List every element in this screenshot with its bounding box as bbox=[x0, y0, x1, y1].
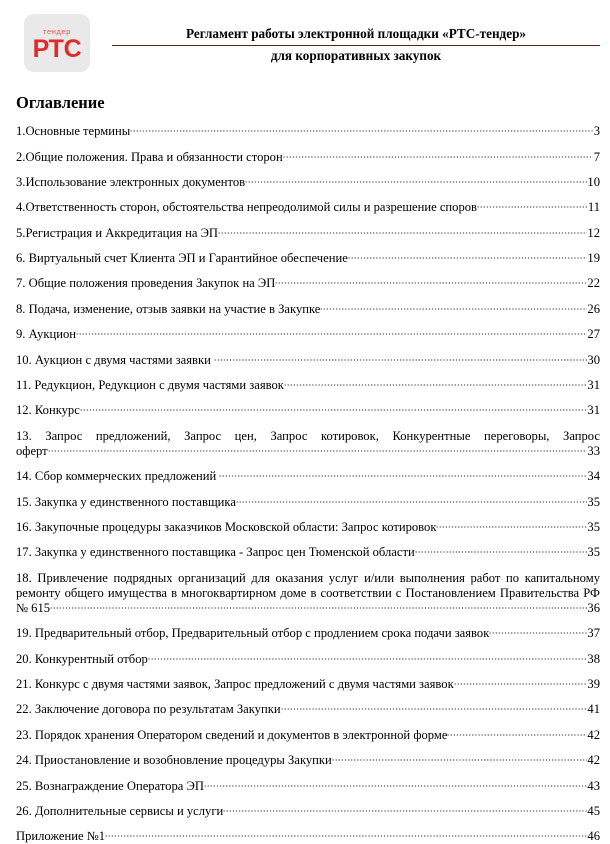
toc-entry-label: 23. Порядок хранения Оператором сведений и документов в электронной форме bbox=[16, 727, 448, 742]
toc-page-number: 45 bbox=[587, 803, 600, 818]
toc-dot-leader bbox=[320, 303, 587, 315]
toc-entry-tail bbox=[16, 175, 600, 190]
toc-entry-label: 2.Общие положения. Права и обязанности сторон bbox=[16, 149, 283, 164]
toc-page-number: 3 bbox=[593, 124, 600, 139]
toc-entry-wrapped-line: 13. Запрос предложений, Запрос цен, Запрос котировок, Конкурентные переговоры, Запрос bbox=[16, 428, 600, 443]
logo-sub-text: тендер bbox=[43, 27, 71, 37]
toc-dot-leader bbox=[218, 227, 587, 239]
toc-entry[interactable] bbox=[16, 652, 600, 667]
toc-entry-tail bbox=[16, 302, 600, 317]
toc-entry-tail bbox=[16, 545, 600, 560]
toc-entry-label: 7. Общие положения проведения Закупок на ЭП bbox=[16, 276, 276, 291]
toc-entry-tail bbox=[16, 200, 600, 215]
toc-entry-label: 14. Сбор коммерческих предложений bbox=[16, 469, 220, 484]
toc-entry-label: 8. Подача, изменение, отзыв заявки на участие в Закупке bbox=[16, 301, 321, 316]
toc-dot-leader bbox=[477, 201, 587, 213]
toc-dot-leader bbox=[275, 277, 587, 289]
toc-entry[interactable] bbox=[16, 753, 600, 768]
toc-entry[interactable] bbox=[16, 175, 600, 190]
toc-page-number: 39 bbox=[587, 676, 600, 691]
toc-entry-list bbox=[16, 124, 600, 844]
toc-dot-leader bbox=[415, 546, 587, 558]
toc-page-number: 19 bbox=[587, 251, 600, 266]
toc-page-number: 31 bbox=[587, 378, 600, 393]
toc-entry[interactable] bbox=[16, 728, 600, 743]
toc-entry-tail bbox=[16, 495, 600, 510]
toc-dot-leader bbox=[223, 805, 587, 817]
toc-entry-label: 16. Закупочные процедуры заказчиков Московской области: Запрос котировок bbox=[16, 520, 437, 534]
toc-dot-leader bbox=[148, 653, 587, 665]
toc-entry-label: Приложение №1 bbox=[16, 829, 106, 844]
toc-entry-label: 25. Вознаграждение Оператора ЭП bbox=[16, 778, 204, 793]
toc-entry[interactable] bbox=[16, 327, 600, 342]
toc-entry-label: 10. Аукцион с двумя частями заявки bbox=[16, 352, 214, 367]
toc-page-number: 22 bbox=[587, 276, 600, 291]
toc-entry[interactable] bbox=[16, 150, 600, 165]
toc-entry-tail bbox=[16, 626, 600, 641]
toc-dot-leader bbox=[489, 627, 587, 639]
toc-dot-leader bbox=[348, 252, 587, 264]
toc-dot-leader bbox=[283, 151, 593, 163]
toc-entry-tail bbox=[16, 226, 600, 241]
toc-page-number: 27 bbox=[587, 327, 600, 342]
toc-dot-leader bbox=[50, 602, 587, 614]
toc-entry-tail bbox=[16, 829, 600, 844]
toc-entry[interactable] bbox=[16, 251, 600, 266]
toc-entry-label: 5.Регистрация и Аккредитация на ЭП bbox=[16, 225, 218, 240]
toc-page-number: 42 bbox=[587, 727, 600, 742]
toc-dot-leader bbox=[454, 678, 587, 690]
toc-dot-leader bbox=[219, 470, 587, 482]
toc-entry-tail bbox=[16, 520, 600, 535]
toc-entry[interactable] bbox=[16, 804, 600, 819]
document-title-block bbox=[112, 26, 600, 64]
toc-entry[interactable] bbox=[16, 302, 600, 317]
toc-entry-label: 24. Приостановление и возобновление процедуры Закупки bbox=[16, 753, 332, 768]
toc-dot-leader bbox=[130, 125, 593, 137]
toc-page-number: 35 bbox=[587, 520, 600, 534]
toc-entry[interactable] bbox=[16, 353, 600, 368]
title-divider-rule bbox=[112, 45, 600, 46]
toc-page-number: 43 bbox=[587, 778, 600, 793]
toc-entry-tail bbox=[16, 276, 600, 291]
toc-dot-leader bbox=[447, 729, 586, 741]
toc-entry[interactable] bbox=[16, 779, 600, 794]
toc-entry[interactable] bbox=[16, 276, 600, 291]
toc-entry[interactable] bbox=[16, 545, 600, 560]
toc-entry-tail bbox=[16, 677, 600, 692]
toc-entry-label: 19. Предварительный отбор, Предварительный отбор с продлением срока подачи заявок bbox=[16, 626, 490, 641]
toc-entry-label: 1.Основные термины bbox=[16, 124, 131, 139]
toc-entry-label: 12. Конкурс bbox=[16, 403, 80, 418]
toc-page-number: 37 bbox=[587, 626, 600, 641]
toc-dot-leader bbox=[281, 703, 587, 715]
toc-entry-label: № 615 bbox=[16, 600, 51, 615]
toc-entry-tail bbox=[16, 753, 600, 768]
toc-page-number: 12 bbox=[587, 225, 600, 240]
toc-dot-leader bbox=[48, 445, 587, 457]
toc-entry-tail bbox=[16, 779, 600, 794]
toc-entry[interactable] bbox=[16, 829, 600, 844]
toc-page-number: 7 bbox=[593, 149, 600, 164]
toc-entry-label: 21. Конкурс с двумя частями заявок, Запрос предложений с двумя частями заявок bbox=[16, 676, 454, 691]
toc-entry[interactable] bbox=[16, 469, 600, 484]
toc-entry-label: 26. Дополнительные сервисы и услуги bbox=[16, 803, 224, 818]
toc-entry-tail bbox=[16, 444, 600, 459]
toc-page-number: 35 bbox=[587, 494, 600, 509]
toc-entry-tail bbox=[16, 702, 600, 717]
toc-entry-label: 20. Конкурентный отбор bbox=[16, 651, 148, 666]
table-of-contents bbox=[0, 94, 610, 844]
toc-entry-tail bbox=[16, 403, 600, 418]
toc-entry[interactable] bbox=[16, 124, 600, 139]
toc-entry-wrapped-line: 18. Привлечение подрядных организаций для оказания услуг и/или выполнения работ по капитальному bbox=[16, 570, 600, 585]
toc-page-number: 33 bbox=[587, 443, 600, 458]
toc-entry-label: 17. Закупка у единственного поставщика - Запрос цен Тюменской области bbox=[16, 545, 415, 560]
toc-entry[interactable] bbox=[16, 429, 600, 459]
toc-entry-label: 6. Виртуальный счет Клиента ЭП и Гарантийное обеспечение bbox=[16, 251, 348, 266]
toc-dot-leader bbox=[204, 780, 587, 792]
toc-entry-tail bbox=[16, 378, 600, 393]
toc-entry[interactable] bbox=[16, 200, 600, 215]
toc-page-number: 11 bbox=[587, 200, 600, 215]
toc-page-number: 26 bbox=[587, 301, 600, 316]
toc-entry-tail bbox=[16, 652, 600, 667]
toc-page-number: 46 bbox=[587, 829, 600, 844]
toc-entry[interactable] bbox=[16, 571, 600, 616]
toc-entry[interactable] bbox=[16, 403, 600, 418]
toc-entry-label: 3.Использование электронных документов bbox=[16, 174, 246, 189]
document-title-line-1: Регламент работы электронной площадки «РТС-тендер» bbox=[185, 26, 527, 41]
toc-page-number: 31 bbox=[587, 403, 600, 418]
toc-page-number: 42 bbox=[587, 753, 600, 768]
toc-page-number: 30 bbox=[587, 352, 600, 367]
toc-page-number: 10 bbox=[587, 174, 600, 189]
toc-entry-label: 4.Ответственность сторон, обстоятельства непреодолимой силы и разрешение споров bbox=[16, 200, 477, 215]
toc-dot-leader bbox=[105, 830, 587, 842]
toc-entry-label: оферт bbox=[16, 443, 48, 458]
toc-entry-label: 22. Заключение договора по результатам Закупки bbox=[16, 702, 281, 717]
toc-entry-label: 15. Закупка у единственного поставщика bbox=[16, 494, 236, 509]
toc-entry-tail bbox=[16, 469, 600, 484]
toc-entry[interactable] bbox=[16, 378, 600, 393]
toc-page-number: 36 bbox=[587, 600, 600, 615]
toc-entry-tail bbox=[16, 251, 600, 266]
toc-entry[interactable] bbox=[16, 495, 600, 510]
toc-dot-leader bbox=[76, 328, 587, 340]
toc-entry-tail bbox=[16, 150, 600, 165]
toc-dot-leader bbox=[245, 176, 587, 188]
logo-main-text: РТС bbox=[32, 34, 82, 63]
toc-dot-leader bbox=[332, 754, 587, 766]
document-header bbox=[0, 0, 610, 86]
toc-page-number: 38 bbox=[587, 651, 600, 666]
toc-entry-wrapped-line: ремонту общего имущества в многоквартирном доме в соответствии с Постановлением Правительства РФ bbox=[16, 585, 600, 600]
toc-page-number: 35 bbox=[587, 545, 600, 560]
toc-entry-tail bbox=[16, 124, 600, 139]
toc-entry-tail bbox=[16, 804, 600, 819]
toc-dot-leader bbox=[80, 404, 587, 416]
toc-entry[interactable] bbox=[16, 520, 600, 535]
toc-entry-tail bbox=[16, 728, 600, 743]
toc-entry-label: 11. Редукцион, Редукцион с двумя частями заявок bbox=[16, 378, 284, 393]
toc-entry[interactable] bbox=[16, 226, 600, 241]
toc-entry[interactable] bbox=[16, 677, 600, 692]
toc-entry-tail bbox=[16, 601, 600, 616]
toc-entry-label: 9. Аукцион bbox=[16, 327, 76, 342]
toc-dot-leader bbox=[214, 354, 587, 366]
toc-dot-leader bbox=[236, 496, 587, 508]
rts-tender-logo bbox=[24, 14, 90, 72]
contents-heading: Оглавление bbox=[16, 93, 105, 112]
toc-entry-tail bbox=[16, 327, 600, 342]
toc-entry[interactable] bbox=[16, 626, 600, 641]
document-title-line-2: для корпоративных закупок bbox=[270, 48, 442, 63]
toc-dot-leader bbox=[284, 379, 587, 391]
toc-page-number: 34 bbox=[587, 469, 600, 484]
toc-entry[interactable] bbox=[16, 702, 600, 717]
toc-dot-leader bbox=[436, 521, 586, 533]
toc-page-number: 41 bbox=[587, 702, 600, 717]
toc-entry-tail bbox=[16, 353, 600, 368]
